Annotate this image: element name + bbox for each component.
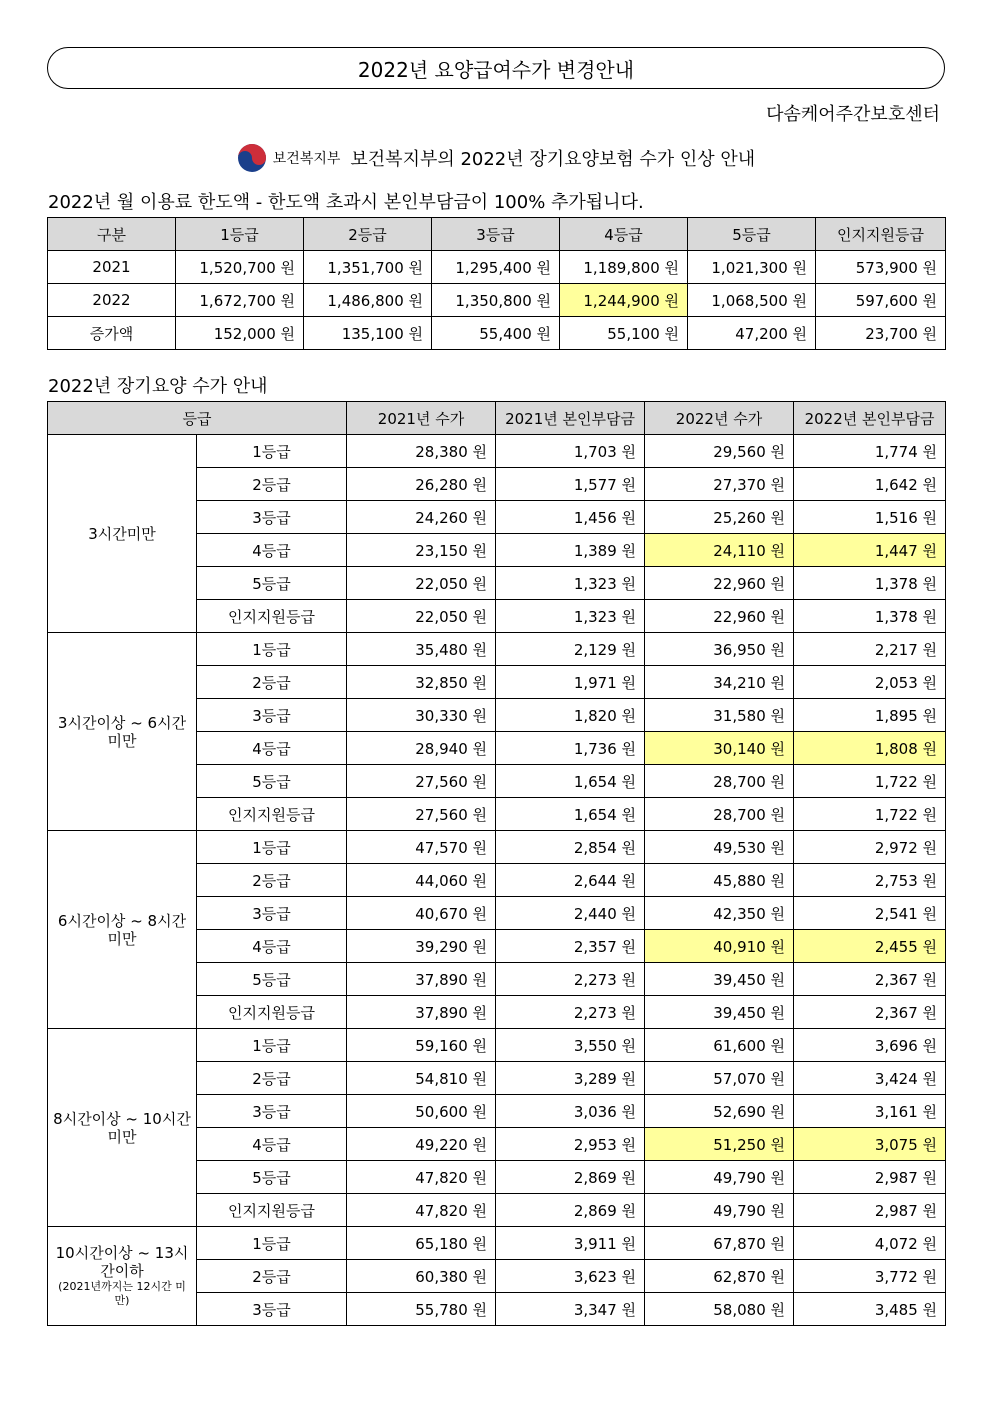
- table-cell: 3,772 원: [794, 1260, 946, 1293]
- grade-cell: 2등급: [197, 468, 347, 501]
- table-cell: 49,790 원: [645, 1161, 794, 1194]
- table-cell: 1,971 원: [496, 666, 645, 699]
- table-cell: 24,110 원: [645, 534, 794, 567]
- table-cell: 47,200 원: [688, 317, 816, 350]
- table-cell: 27,370 원: [645, 468, 794, 501]
- grade-cell: 2등급: [197, 864, 347, 897]
- table-cell: 2,053 원: [794, 666, 946, 699]
- page-title-text: 2022년 요양급여수가 변경안내: [357, 57, 635, 82]
- table-cell: 35,480 원: [347, 633, 496, 666]
- table-cell: 23,700 원: [816, 317, 946, 350]
- grade-cell: 1등급: [197, 831, 347, 864]
- table-cell: 2,987 원: [794, 1194, 946, 1227]
- table-cell: 1,295,400 원: [432, 251, 560, 284]
- table-cell: 45,880 원: [645, 864, 794, 897]
- table-cell: 47,570 원: [347, 831, 496, 864]
- table-cell: 42,350 원: [645, 897, 794, 930]
- table-cell: 3,550 원: [496, 1029, 645, 1062]
- grade-cell: 인지지원등급: [197, 996, 347, 1029]
- table-cell: 2,129 원: [496, 633, 645, 666]
- grade-cell: 5등급: [197, 765, 347, 798]
- time-group-cell: [48, 831, 197, 1029]
- column-header: 구분: [48, 218, 176, 251]
- grade-cell: 4등급: [197, 732, 347, 765]
- ministry-logo-text: 보건복지부: [272, 151, 341, 167]
- row-label: 2022: [48, 284, 176, 317]
- table-cell: 1,516 원: [794, 501, 946, 534]
- table-cell: 34,210 원: [645, 666, 794, 699]
- table-cell: 49,790 원: [645, 1194, 794, 1227]
- table-cell: 1,447 원: [794, 534, 946, 567]
- table-cell: 3,075 원: [794, 1128, 946, 1161]
- column-header: 인지지원등급: [816, 218, 946, 251]
- time-group-cell: [48, 1227, 197, 1326]
- column-header: 5등급: [688, 218, 816, 251]
- table-cell: 2,972 원: [794, 831, 946, 864]
- table-cell: 31,580 원: [645, 699, 794, 732]
- grade-cell: 3등급: [197, 501, 347, 534]
- table-cell: 22,050 원: [347, 600, 496, 633]
- table-cell: 3,424 원: [794, 1062, 946, 1095]
- table-cell: 1,244,900 원: [560, 284, 688, 317]
- table-cell: 27,560 원: [347, 798, 496, 831]
- time-group-label: 6시간이상 ~ 8시간미만: [57, 911, 187, 948]
- table-cell: 2,753 원: [794, 864, 946, 897]
- table-cell: 1,189,800 원: [560, 251, 688, 284]
- table-cell: 37,890 원: [347, 963, 496, 996]
- time-group-cell: [48, 1029, 197, 1227]
- table-cell: 37,890 원: [347, 996, 496, 1029]
- table-cell: 2,273 원: [496, 963, 645, 996]
- monthly-limit-heading: 2022년 월 이용료 한도액 - 한도액 초과시 본인부담금이 100% 추가됩니다.: [48, 192, 644, 213]
- grade-cell: 1등급: [197, 1227, 347, 1260]
- table-cell: 27,560 원: [347, 765, 496, 798]
- monthly-limit-table: [47, 217, 946, 350]
- grade-cell: 5등급: [197, 567, 347, 600]
- table-cell: 1,021,300 원: [688, 251, 816, 284]
- table-cell: 1,774 원: [794, 435, 946, 468]
- grade-cell: 인지지원등급: [197, 1194, 347, 1227]
- grade-cell: 2등급: [197, 1062, 347, 1095]
- grade-cell: 1등급: [197, 435, 347, 468]
- table-cell: 39,450 원: [645, 963, 794, 996]
- time-group-label: 8시간이상 ~ 10시간미만: [53, 1109, 191, 1146]
- table-cell: 22,960 원: [645, 567, 794, 600]
- grade-cell: 3등급: [197, 897, 347, 930]
- table-cell: 29,560 원: [645, 435, 794, 468]
- table-cell: 1,351,700 원: [304, 251, 432, 284]
- grade-cell: 5등급: [197, 963, 347, 996]
- table-cell: 1,323 원: [496, 567, 645, 600]
- table-cell: 1,722 원: [794, 765, 946, 798]
- table-cell: 1,672,700 원: [176, 284, 304, 317]
- grade-cell: 5등급: [197, 1161, 347, 1194]
- table-cell: 49,220 원: [347, 1128, 496, 1161]
- time-group-cell: [48, 435, 197, 633]
- table-cell: 51,250 원: [645, 1128, 794, 1161]
- time-group-label: 3시간이상 ~ 6시간미만: [57, 713, 187, 750]
- grade-cell: 3등급: [197, 1095, 347, 1128]
- table-cell: 597,600 원: [816, 284, 946, 317]
- grade-cell: 3등급: [197, 699, 347, 732]
- table-cell: 28,940 원: [347, 732, 496, 765]
- row-label: 증가액: [48, 317, 176, 350]
- table-row: [48, 251, 946, 284]
- table-cell: 67,870 원: [645, 1227, 794, 1260]
- table-cell: 24,260 원: [347, 501, 496, 534]
- monthly-limit-header-row: [48, 218, 946, 251]
- table-cell: 1,520,700 원: [176, 251, 304, 284]
- table-cell: 47,820 원: [347, 1161, 496, 1194]
- table-cell: 1,642 원: [794, 468, 946, 501]
- table-cell: 1,654 원: [496, 798, 645, 831]
- table-cell: 2,440 원: [496, 897, 645, 930]
- table-cell: 1,654 원: [496, 765, 645, 798]
- table-cell: 22,050 원: [347, 567, 496, 600]
- table-row: [48, 1029, 946, 1062]
- column-header: 2등급: [304, 218, 432, 251]
- time-group-label: 3시간미만: [88, 524, 156, 543]
- time-group-note: (2021년까지는 12시간 미만): [58, 1280, 186, 1307]
- table-cell: 3,911 원: [496, 1227, 645, 1260]
- row-label: 2021: [48, 251, 176, 284]
- column-header: 2021년 본인부담금: [496, 402, 645, 435]
- table-cell: 3,623 원: [496, 1260, 645, 1293]
- table-cell: 2,541 원: [794, 897, 946, 930]
- grade-cell: 2등급: [197, 1260, 347, 1293]
- table-cell: 2,987 원: [794, 1161, 946, 1194]
- table-cell: 4,072 원: [794, 1227, 946, 1260]
- grade-cell: 1등급: [197, 1029, 347, 1062]
- column-header: 2021년 수가: [347, 402, 496, 435]
- grade-cell: 3등급: [197, 1293, 347, 1326]
- table-cell: 23,150 원: [347, 534, 496, 567]
- column-header: 등급: [48, 402, 347, 435]
- table-cell: 1,703 원: [496, 435, 645, 468]
- table-cell: 1,486,800 원: [304, 284, 432, 317]
- table-cell: 1,736 원: [496, 732, 645, 765]
- page-title: [47, 47, 945, 89]
- table-cell: 26,280 원: [347, 468, 496, 501]
- table-cell: 3,485 원: [794, 1293, 946, 1326]
- table-cell: 39,290 원: [347, 930, 496, 963]
- table-cell: 44,060 원: [347, 864, 496, 897]
- table-cell: 36,950 원: [645, 633, 794, 666]
- table-cell: 1,808 원: [794, 732, 946, 765]
- table-cell: 1,389 원: [496, 534, 645, 567]
- table-cell: 32,850 원: [347, 666, 496, 699]
- table-cell: 3,036 원: [496, 1095, 645, 1128]
- table-cell: 1,068,500 원: [688, 284, 816, 317]
- table-cell: 50,600 원: [347, 1095, 496, 1128]
- table-row: [48, 284, 946, 317]
- table-cell: 152,000 원: [176, 317, 304, 350]
- table-cell: 3,161 원: [794, 1095, 946, 1128]
- fee-heading: 2022년 장기요양 수가 안내: [48, 376, 268, 397]
- grade-cell: 인지지원등급: [197, 600, 347, 633]
- table-cell: 2,367 원: [794, 963, 946, 996]
- table-cell: 135,100 원: [304, 317, 432, 350]
- table-cell: 3,696 원: [794, 1029, 946, 1062]
- table-cell: 61,600 원: [645, 1029, 794, 1062]
- table-cell: 59,160 원: [347, 1029, 496, 1062]
- table-cell: 3,347 원: [496, 1293, 645, 1326]
- table-cell: 28,700 원: [645, 765, 794, 798]
- grade-cell: 4등급: [197, 534, 347, 567]
- table-cell: 3,289 원: [496, 1062, 645, 1095]
- table-cell: 2,854 원: [496, 831, 645, 864]
- table-cell: 1,722 원: [794, 798, 946, 831]
- table-cell: 22,960 원: [645, 600, 794, 633]
- table-cell: 2,953 원: [496, 1128, 645, 1161]
- column-header: 2022년 수가: [645, 402, 794, 435]
- table-cell: 1,378 원: [794, 567, 946, 600]
- table-cell: 573,900 원: [816, 251, 946, 284]
- table-cell: 55,780 원: [347, 1293, 496, 1326]
- table-cell: 1,577 원: [496, 468, 645, 501]
- table-cell: 2,644 원: [496, 864, 645, 897]
- ministry-notice-text: 보건복지부의 2022년 장기요양보험 수가 인상 안내: [350, 149, 756, 170]
- time-group-label: 10시간이상 ~ 13시간이하: [55, 1244, 189, 1280]
- table-row: [48, 435, 946, 468]
- column-header: 2022년 본인부담금: [794, 402, 946, 435]
- table-cell: 2,869 원: [496, 1194, 645, 1227]
- table-cell: 28,700 원: [645, 798, 794, 831]
- table-cell: 57,070 원: [645, 1062, 794, 1095]
- table-cell: 2,217 원: [794, 633, 946, 666]
- ministry-notice: [0, 142, 992, 174]
- table-cell: 2,367 원: [794, 996, 946, 1029]
- table-cell: 1,895 원: [794, 699, 946, 732]
- column-header: 1등급: [176, 218, 304, 251]
- column-header: 3등급: [432, 218, 560, 251]
- table-cell: 65,180 원: [347, 1227, 496, 1260]
- table-cell: 1,820 원: [496, 699, 645, 732]
- table-cell: 2,455 원: [794, 930, 946, 963]
- time-group-cell: [48, 633, 197, 831]
- table-cell: 40,910 원: [645, 930, 794, 963]
- table-cell: 2,273 원: [496, 996, 645, 1029]
- table-cell: 52,690 원: [645, 1095, 794, 1128]
- table-cell: 47,820 원: [347, 1194, 496, 1227]
- table-cell: 60,380 원: [347, 1260, 496, 1293]
- table-cell: 1,456 원: [496, 501, 645, 534]
- table-cell: 2,869 원: [496, 1161, 645, 1194]
- table-cell: 30,330 원: [347, 699, 496, 732]
- table-cell: 30,140 원: [645, 732, 794, 765]
- table-cell: 2,357 원: [496, 930, 645, 963]
- column-header: 4등급: [560, 218, 688, 251]
- grade-cell: 인지지원등급: [197, 798, 347, 831]
- fee-table: [47, 401, 946, 1326]
- grade-cell: 4등급: [197, 1128, 347, 1161]
- fee-header-row: [48, 402, 946, 435]
- table-cell: 1,378 원: [794, 600, 946, 633]
- taegeuk-logo-icon: [237, 143, 267, 173]
- table-row: [48, 317, 946, 350]
- table-cell: 55,100 원: [560, 317, 688, 350]
- table-cell: 54,810 원: [347, 1062, 496, 1095]
- grade-cell: 4등급: [197, 930, 347, 963]
- table-cell: 49,530 원: [645, 831, 794, 864]
- table-cell: 1,350,800 원: [432, 284, 560, 317]
- table-cell: 28,380 원: [347, 435, 496, 468]
- center-name: 다솜케어주간보호센터: [766, 104, 940, 125]
- table-cell: 62,870 원: [645, 1260, 794, 1293]
- table-cell: 1,323 원: [496, 600, 645, 633]
- table-cell: 55,400 원: [432, 317, 560, 350]
- table-cell: 39,450 원: [645, 996, 794, 1029]
- table-cell: 58,080 원: [645, 1293, 794, 1326]
- table-row: [48, 831, 946, 864]
- table-row: [48, 633, 946, 666]
- table-cell: 25,260 원: [645, 501, 794, 534]
- table-row: [48, 1227, 946, 1260]
- table-cell: 40,670 원: [347, 897, 496, 930]
- grade-cell: 1등급: [197, 633, 347, 666]
- grade-cell: 2등급: [197, 666, 347, 699]
